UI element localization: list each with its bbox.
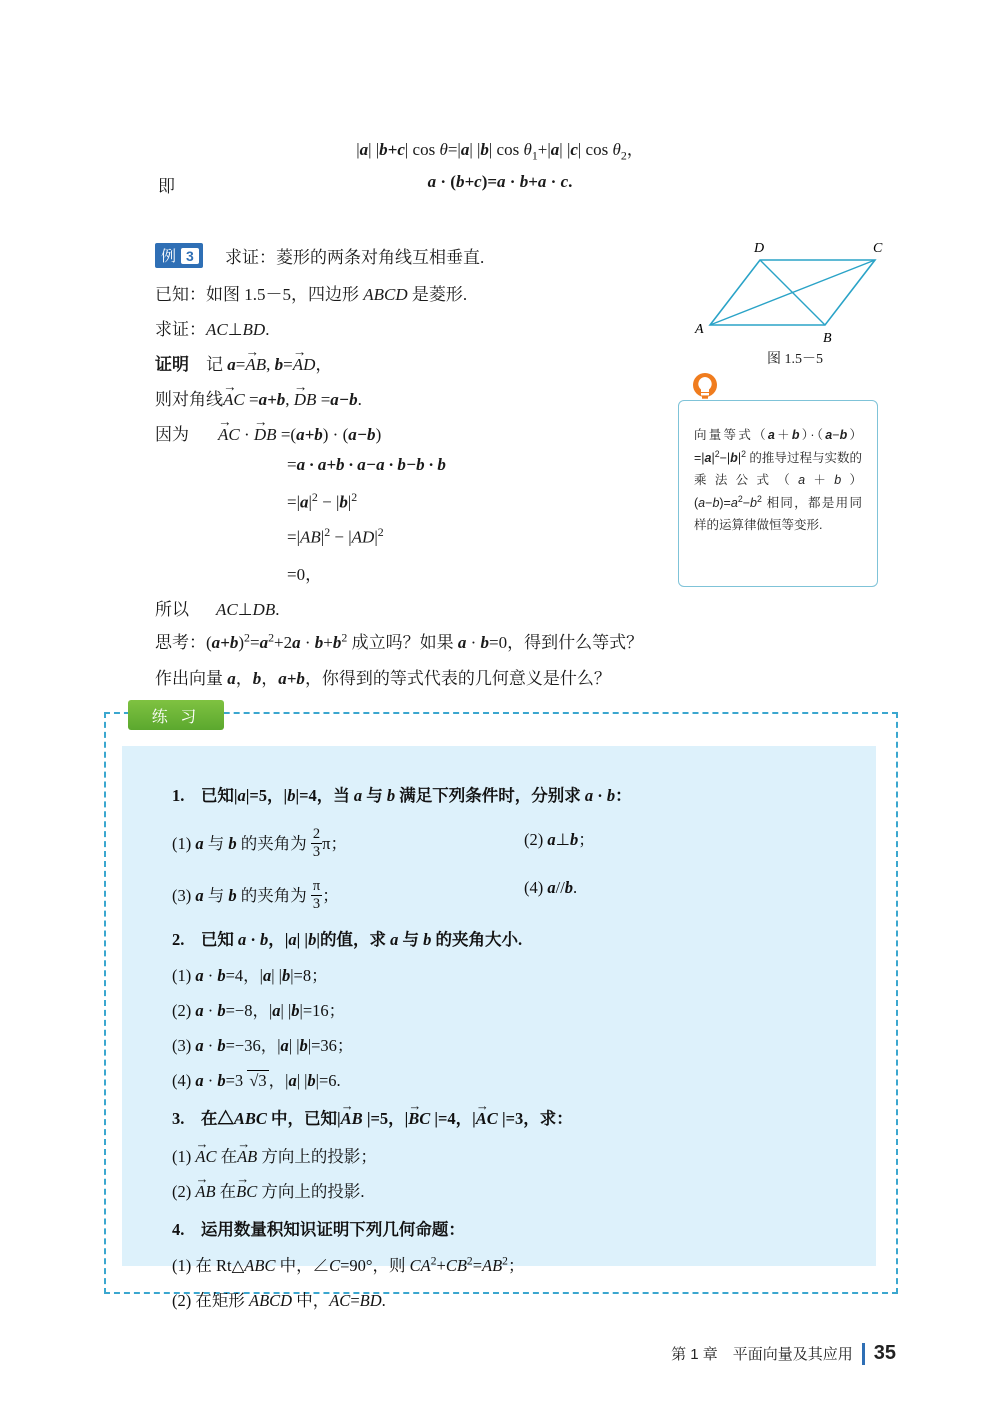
example-proof-step2: $=|a|^2 - |b|^2$ bbox=[287, 490, 358, 512]
example-given: 已知：如图 1.5－5，四边形 ABCD 是菱形. bbox=[155, 285, 468, 304]
example-proof-therefore: 所以 AC⊥DB. bbox=[155, 600, 280, 619]
exercise-item-2-1: (1) a · b=4，|a| |b|=8； bbox=[172, 966, 328, 985]
formula-line-1: |a| |b+c| cos θ=|a| |b| $\cos \theta_1+|a|$ |c| $\cos \theta_2$， bbox=[356, 140, 644, 163]
example-proof-step1: =a · a+b · a−a · b−b · b bbox=[287, 455, 446, 474]
exercise-item-3: 3. 在△ABC 中，已知| → AB |=5，| → BC |=4，| → AC |=3，求： bbox=[172, 1097, 573, 1128]
example-badge-number: 3 bbox=[181, 248, 199, 264]
figure-label-B: B bbox=[823, 331, 832, 346]
exercise-item-4-2: (2) 在矩形 ABCD 中，AC=BD. bbox=[172, 1291, 386, 1310]
figure-label-A: A bbox=[695, 322, 704, 337]
example-badge bbox=[155, 243, 203, 268]
example-badge-label: 例 bbox=[161, 248, 177, 265]
exercise-item-1: 1. 已知|a|=5，|b|=4，当 a 与 b 满足下列条件时，分别求 a · b： bbox=[172, 786, 632, 805]
exercise-item-2: 2. 已知 a · b，|a| |b|的值，求 a 与 b 的夹角大小. bbox=[172, 930, 523, 949]
example-proof-step3: $=|AB|^2 - |AD|^2$ bbox=[287, 525, 384, 547]
example-prove: 求证：AC⊥BD. bbox=[155, 320, 270, 339]
exercise-item-1-4: (4) a//b. bbox=[524, 878, 578, 897]
page-number: 35 bbox=[873, 1342, 896, 1364]
ji-label: 即 bbox=[158, 177, 175, 196]
exercise-item-2-4: (4) a · b=3 √3 ，|a| |b|=6. bbox=[172, 1071, 341, 1090]
exercise-item-1-3: (3) a 与 b 的夹角为 $\frac{\pi}{3}$ ； bbox=[172, 878, 339, 912]
figure-caption: 图 1.5－5 bbox=[767, 352, 823, 367]
example-proof-because: 因为 → AC · → DB =(a+b) · (a−b) bbox=[155, 413, 382, 444]
exercise-item-3-1: (1) → AC 在 → AB 方向上的投影； bbox=[172, 1135, 377, 1166]
exercise-item-4: 4. 运用数量积知识证明下列几何命题： bbox=[172, 1220, 465, 1239]
think-line-1: 思考：$(a+b)^2=a^2+2a \cdot b+b^2$ 成立吗？如果 a · b=0，得到什么等式？ bbox=[155, 630, 644, 652]
footer-chapter: 第 1 章 平面向量及其应用 bbox=[671, 1346, 853, 1363]
exercise-item-2-3: (3) a · b=−36，|a| |b|=36； bbox=[172, 1036, 354, 1055]
exercise-item-2-2: (2) a · b=−8，|a| |b|=16； bbox=[172, 1001, 346, 1020]
example-proof-diag: 则对角线 → AC =a+b, → DB =a−b. bbox=[155, 378, 362, 409]
formula-line-2: a · (b+c)=a · b+a · c. bbox=[427, 172, 573, 191]
exercise-heading-tab bbox=[128, 700, 224, 730]
page-footer bbox=[671, 1342, 896, 1365]
exercise-item-1-2: (2) a⊥b； bbox=[524, 830, 595, 849]
exercise-item-4-1: (1) 在 Rt△ABC 中，∠C=90°，则 $CA^2+CB^2=AB^2$； bbox=[172, 1255, 525, 1275]
figure-rhombus bbox=[690, 230, 900, 360]
think-line-2: 作出向量 a，b，a+b，你得到的等式代表的几何意义是什么？ bbox=[155, 669, 611, 688]
figure-label-C: C bbox=[873, 241, 883, 256]
figure-label-D: D bbox=[754, 241, 765, 256]
example-proof-step4: =0， bbox=[287, 565, 323, 584]
example-proof-head: 证明 记 a= → AB, b= → AD， bbox=[155, 343, 333, 374]
tip-text: 向量等式$(a+b)\cdot(a-b)=|a|^2-|b|^2$ 的推导过程与实数的乘法公式$(a+b)(a-b)=a^2-b^2$ 相同，都是用同样的运算律做恒等变形. bbox=[694, 428, 862, 532]
exercise-item-1-1: (1) a 与 b 的夹角为 $\frac{2}{3}$ π； bbox=[172, 826, 347, 860]
exercise-item-3-2: (2) → AB 在 → BC 方向上的投影. bbox=[172, 1170, 365, 1201]
example-title: 求证：菱形的两条对角线互相垂直. bbox=[225, 248, 485, 267]
exercise-heading-label: 练 习 bbox=[151, 708, 201, 726]
footer-divider bbox=[862, 1343, 865, 1365]
